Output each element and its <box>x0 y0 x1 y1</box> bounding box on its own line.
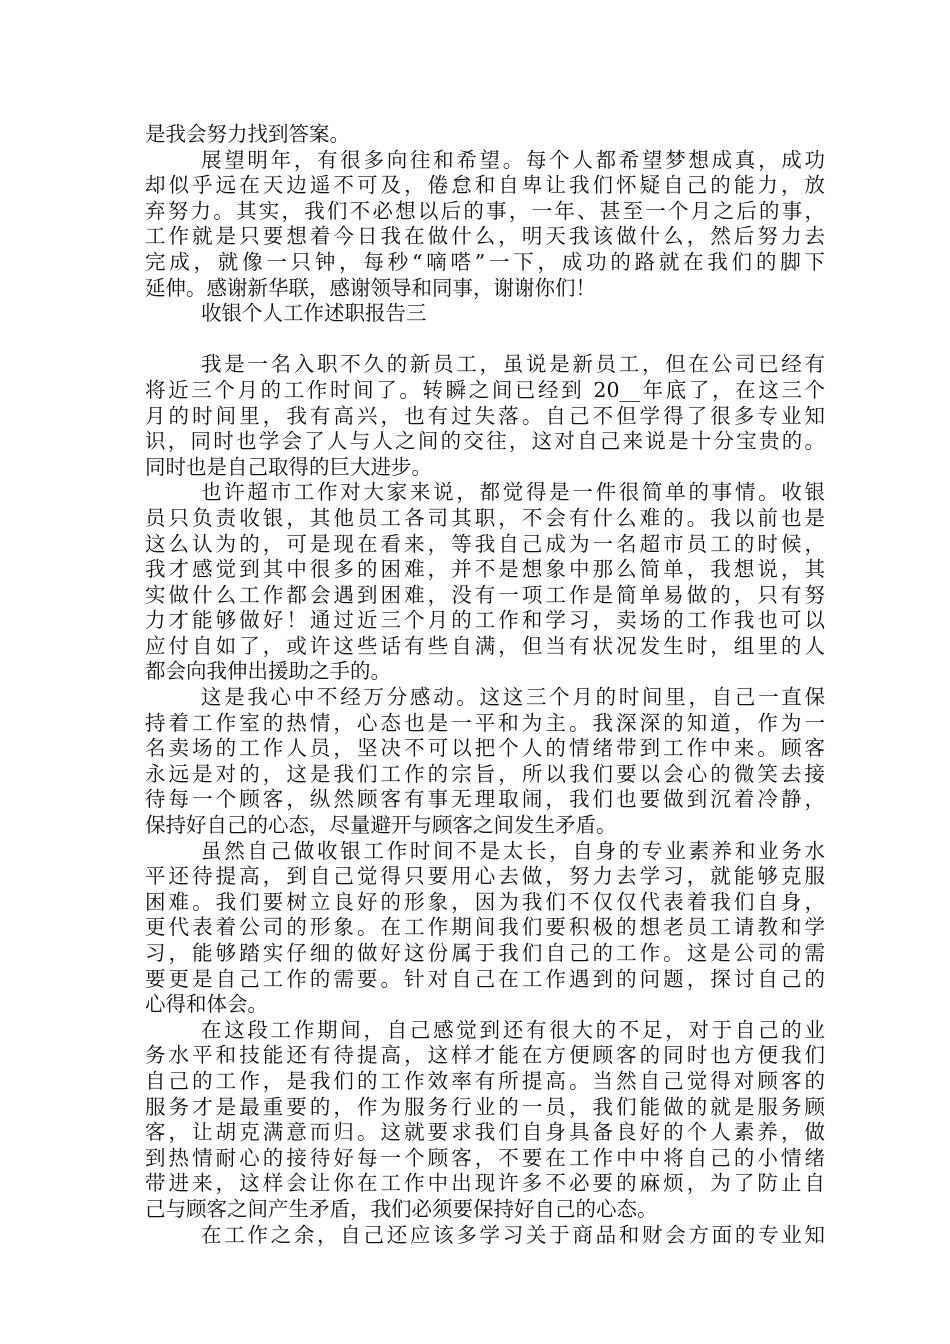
paragraph-line: 却似乎远在天边遥不可及，倦怠和自卑让我们怀疑自己的能力，放 <box>145 173 825 198</box>
paragraph-line: 我才感觉到其中很多的困难，并不是想象中那么简单，我想说，其 <box>145 557 825 582</box>
paragraph-line: 员只负责收银，其他员工各司其职，不会有什么难的。我以前也是 <box>145 505 825 530</box>
paragraph-line: 永远是对的，这是我们工作的宗旨，所以我们要以会心的微笑去接 <box>145 761 825 786</box>
paragraph-line: 识，同时也学会了人与人之间的交往，这对自己来说是十分宝贵的。 <box>145 429 825 454</box>
paragraph-line: 应付自如了，或许这些话有些自满，但当有状况发生时，组里的人 <box>145 633 825 658</box>
paragraph-line: 习，能够踏实仔细的做好这份属于我们自己的工作。这是公司的需 <box>145 941 825 965</box>
paragraph-line: 实做什么工作都会遇到困难，没有一项工作是简单易做的，只有努 <box>145 582 825 607</box>
blank-line <box>145 327 825 353</box>
paragraph-line: 平还待提高，到自己觉得只要用心去做，努力去学习，就能够克服 <box>145 864 825 889</box>
paragraph-first-line: 这是我心中不经万分感动。这这三个月的时间里，自己一直保 <box>201 685 825 710</box>
paragraph-line: 持着工作室的热情，心态也是一平和为主。我深深的知道，作为一 <box>145 710 825 735</box>
paragraph-line: 务水平和技能还有待提高，这样才能在方便顾客的同时也方便我们 <box>145 1043 825 1068</box>
paragraph-line: 自己的工作，是我们的工作效率有所提高。当然自己觉得对顾客的 <box>145 1068 825 1093</box>
paragraph-line: 己与顾客之间产生矛盾，我们必须要保持好自己的心态。 <box>145 1196 658 1221</box>
paragraph-line: 将近三个月的工作时间了。转瞬之间已经到 20__年底了，在这三个 <box>145 377 825 402</box>
paragraph-line: 是我会努力找到答案。 <box>145 122 350 146</box>
paragraph-line: 工作就是只要想着今日我在做什么，明天我该做什么，然后努力去 <box>145 224 825 249</box>
paragraph-line: 客，让胡克满意而归。这就要求我们自身具备良好的个人素养，做 <box>145 1120 825 1145</box>
paragraph-line: 延伸。感谢新华联，感谢领导和同事，谢谢你们！ <box>145 275 596 300</box>
paragraph-line: 保持好自己的心态，尽量避开与顾客之间发生矛盾。 <box>145 813 617 838</box>
paragraph-first-line: 也许超市工作对大家来说，都觉得是一件很简单的事情。收银 <box>201 480 825 505</box>
paragraph-line: 月的时间里，我有高兴，也有过失落。自己不但学得了很多专业知 <box>145 403 825 428</box>
paragraph-line: 带进来，这样会让你在工作中出现许多不必要的麻烦，为了防止自 <box>145 1171 825 1196</box>
paragraph-line: 更代表着公司的形象。在工作期间我们要积极的想老员工请教和学 <box>145 915 825 940</box>
paragraph-line: 都会向我伸出援助之手的。 <box>145 659 391 684</box>
paragraph-first-line: 在这段工作期间，自己感觉到还有很大的不足，对于自己的业 <box>201 1017 825 1042</box>
paragraph-line: 弃努力。其实，我们不必想以后的事，一年、甚至一个月之后的事， <box>145 198 825 223</box>
paragraph-line: 要更是自己工作的需要。针对自己在工作遇到的问题，探讨自己的 <box>145 966 825 991</box>
paragraph-first-line: 展望明年，有很多向往和希望。每个人都希望梦想成真，成功 <box>201 147 825 172</box>
section-heading: 收银个人工作述职报告三 <box>201 301 427 326</box>
paragraph-line: 名卖场的工作人员，坚决不可以把个人的情绪带到工作中来。顾客 <box>145 736 825 761</box>
paragraph-line: 完成，就像一只钟，每秒“嘀嗒”一下，成功的路就在我们的脚下 <box>145 249 825 274</box>
paragraph-line: 同时也是自己取得的巨大进步。 <box>145 454 432 479</box>
paragraph-first-line: 我是一名入职不久的新员工，虽说是新员工，但在公司已经有 <box>201 352 825 377</box>
paragraph-line: 心得和体会。 <box>145 992 268 1017</box>
paragraph-line: 力才能够做好！通过近三个月的工作和学习，卖场的工作我也可以 <box>145 608 825 633</box>
paragraph-line: 服务才是最重要的，作为服务行业的一员，我们能做的就是服务顾 <box>145 1094 825 1119</box>
paragraph-line: 这么认为的，可是现在看来，等我自己成为一名超市员工的时候， <box>145 531 825 556</box>
paragraph-line: 待每一个顾客，纵然顾客有事无理取闹，我们也要做到沉着冷静， <box>145 787 825 812</box>
paragraph-line: 到热情耐心的接待好每一个顾客，不要在工作中中将自己的小情绪 <box>145 1145 825 1170</box>
paragraph-first-line: 虽然自己做收银工作时间不是太长，自身的专业素养和业务水 <box>201 838 825 863</box>
document-body <box>145 122 825 1248</box>
paragraph-line: 困难。我们要树立良好的形象，因为我们不仅仅代表着我们自身， <box>145 889 825 914</box>
paragraph-first-line: 在工作之余，自己还应该多学习关于商品和财会方面的专业知 <box>201 1222 825 1247</box>
